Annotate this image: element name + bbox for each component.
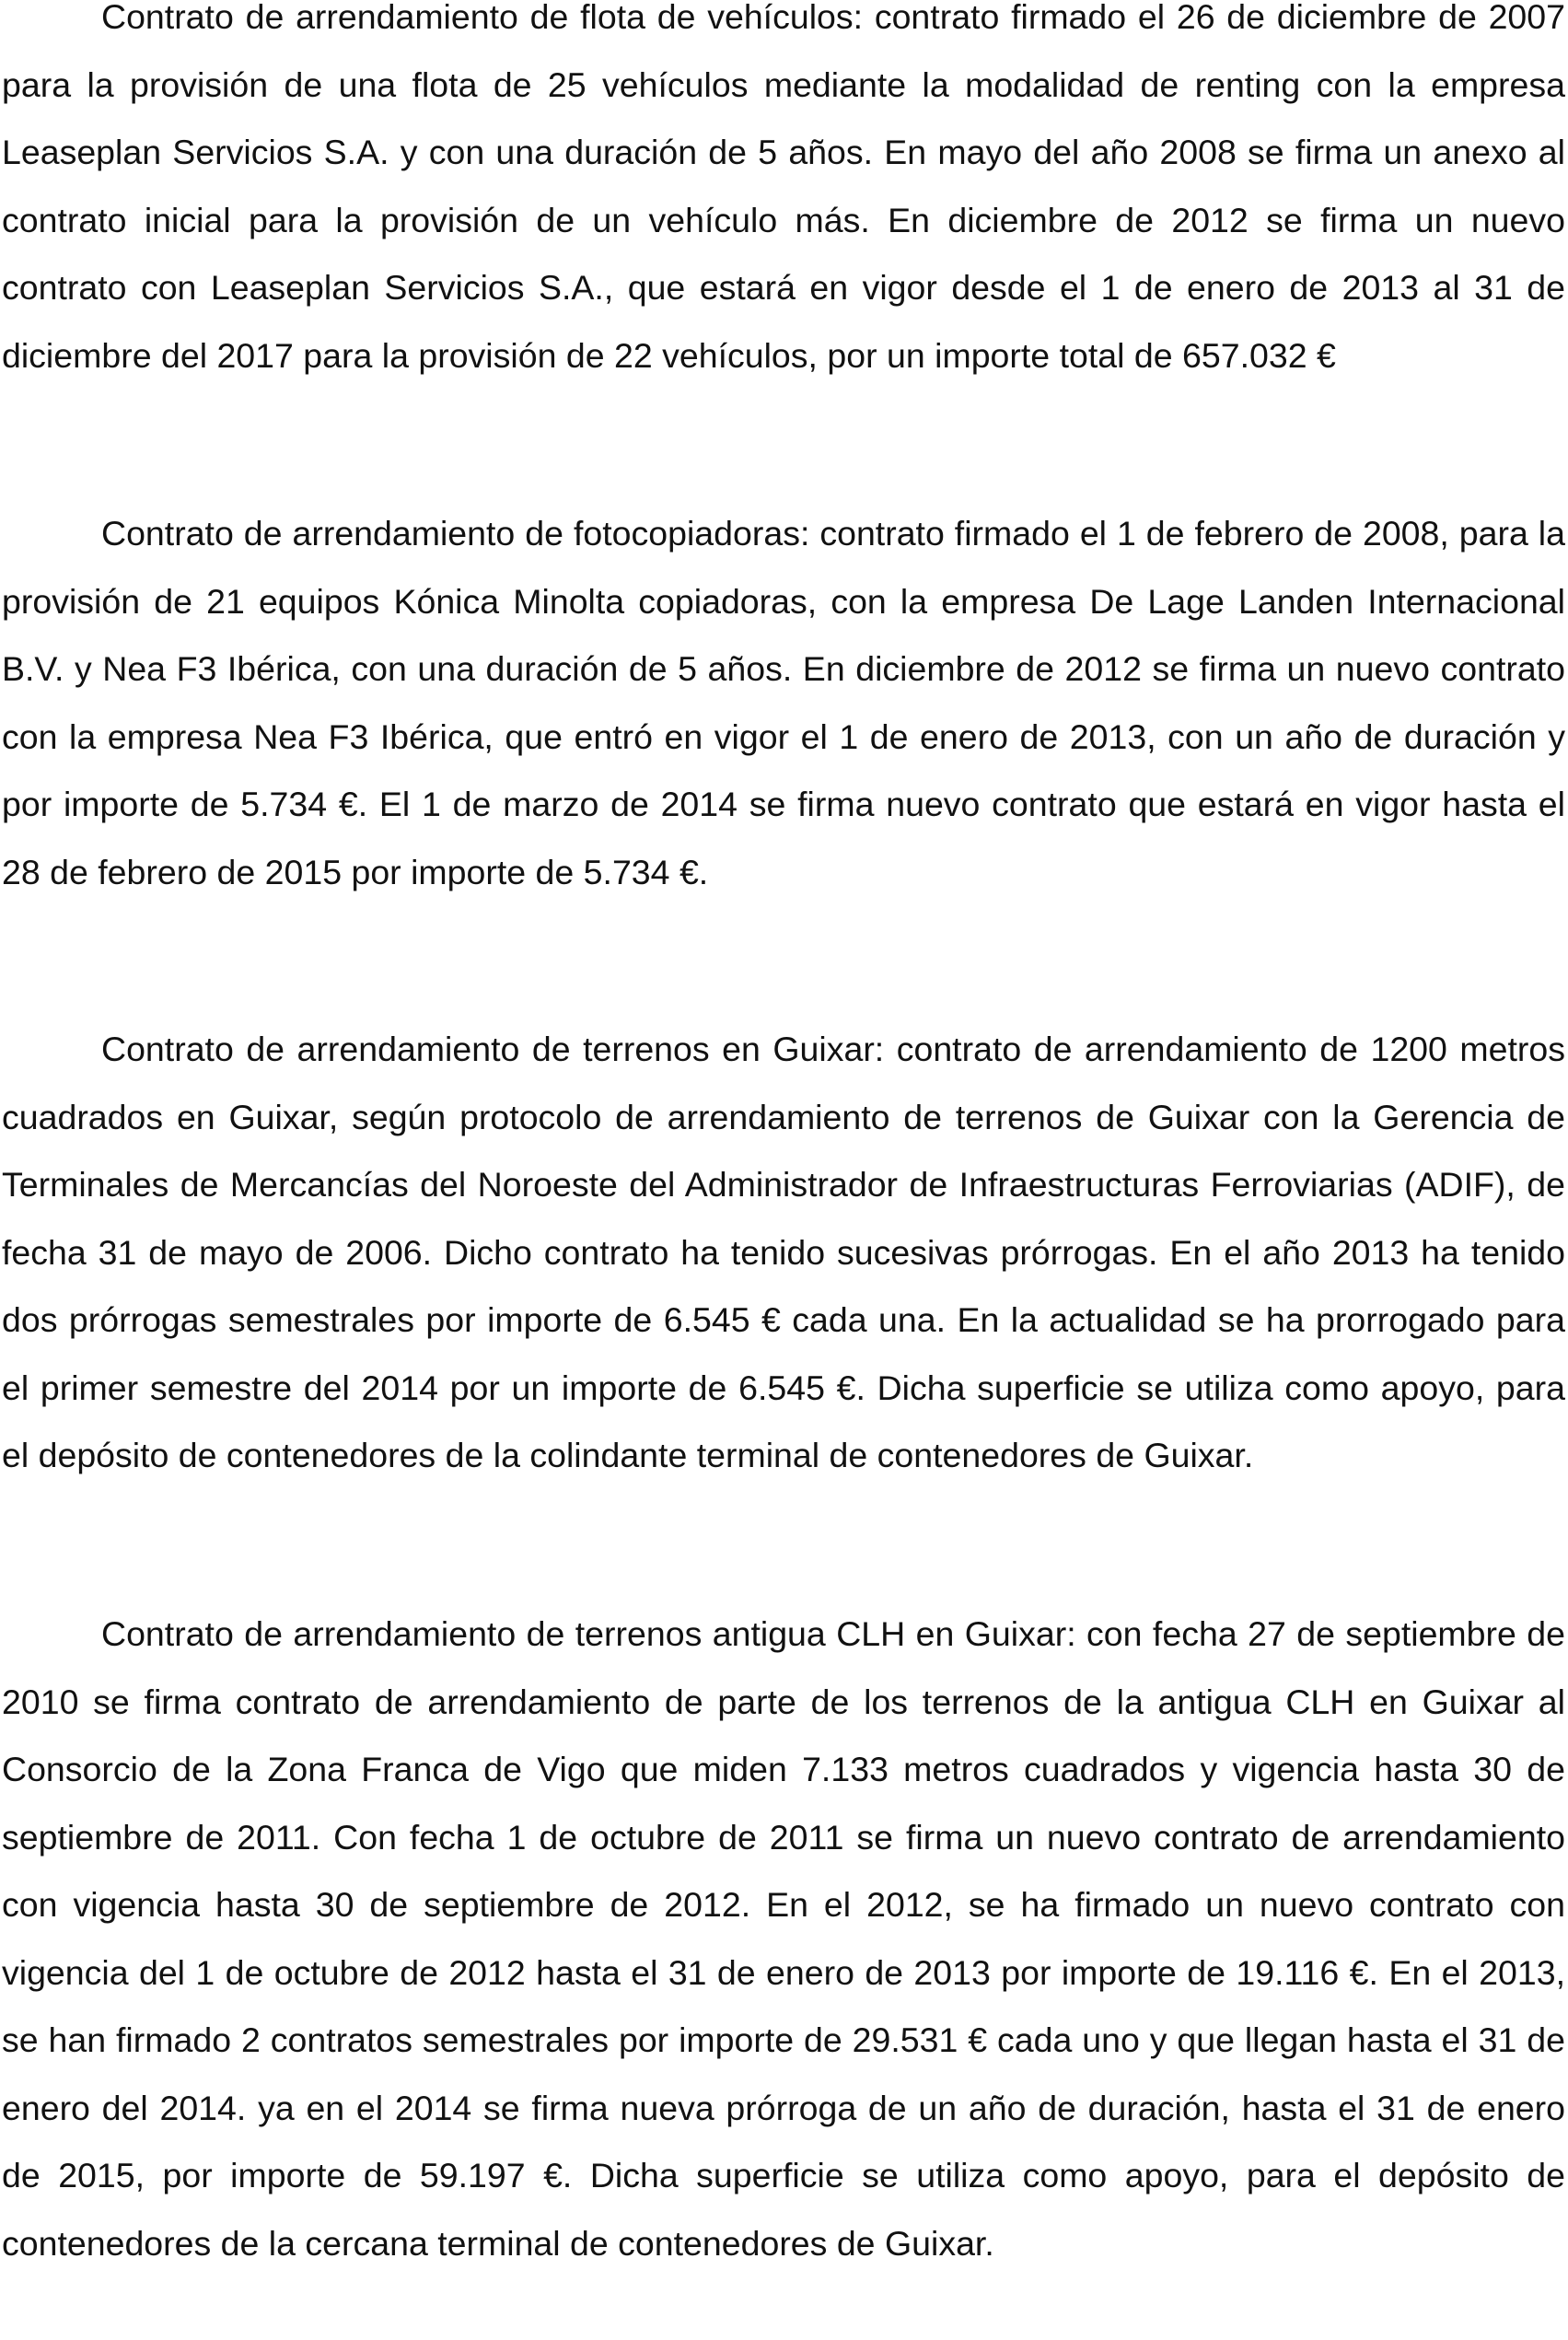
paragraph-clh-guixar-land-lease: Contrato de arrendamiento de terrenos antigua CLH en Guixar: con fecha 27 de septiembre de 2010 se firma contrato de arrendamiento de parte de los terrenos de la antigua CLH en Guixar al Consorcio de la Zona Franca de Vigo que miden 7.133 metros cuadrados y vigencia hasta 30 de septiembre de 2011. Con fecha 1 de octubre de 2011 se firma un nuevo contrato de arrendamiento con vigencia hasta 30 de septiembre de 2012. En el 2012, se ha firmado un nuevo contrato con vigencia del 1 de octubre de 2012 hasta el 31 de enero de 2013 por importe de 19.116 €. En el 2013, se han firmado 2 contratos semestrales por importe de 29.531 € cada uno y que llegan hasta el 31 de enero del 2014. ya en el 2014 se firma nueva prórroga de un año de duración, hasta el 31 de enero de 2015, por importe de 59.197 €. Dicha superficie se utiliza como apoyo, para el depósito de contenedores de la cercana terminal de contenedores de Guixar. [2,1614,1565,2263]
paragraph-vehicle-fleet-lease: Contrato de arrendamiento de flota de vehículos: contrato firmado el 26 de diciembre de 2007 para la provisión de una flota de 25 vehículos mediante la modalidad de renting con la empresa Leaseplan Servicios S.A. y con una duración de 5 años. En mayo del año 2008 se firma un anexo al contrato inicial para la provisión de un vehículo más. En diciembre de 2012 se firma un nuevo contrato con Leaseplan Servicios S.A., que estará en vigor desde el 1 de enero de 2013 al 31 de diciembre del 2017 para la provisión de 22 vehículos, por un importe total de 657.032 € [2,0,1565,375]
paragraph-photocopier-lease: Contrato de arrendamiento de fotocopiadoras: contrato firmado el 1 de febrero de 2008, para la provisión de 21 equipos Kónica Minolta copiadoras, con la empresa De Lage Landen Internacional B.V. y Nea F3 Ibérica, con una duración de 5 años. En diciembre de 2012 se firma un nuevo contrato con la empresa Nea F3 Ibérica, que entró en vigor el 1 de enero de 2013, con un año de duración y por importe de 5.734 €. El 1 de marzo de 2014 se firma nuevo contrato que estará en vigor hasta el 28 de febrero de 2015 por importe de 5.734 €. [2,514,1565,891]
paragraph-guixar-land-lease: Contrato de arrendamiento de terrenos en Guixar: contrato de arrendamiento de 1200 metros cuadrados en Guixar, según protocolo de arrendamiento de terrenos de Guixar con la Gerencia de Terminales de Mercancías del Noroeste del Administrador de Infraestructuras Ferroviarias (ADIF), de fecha 31 de mayo de 2006. Dicho contrato ha tenido sucesivas prórrogas. En el año 2013 ha tenido dos prórrogas semestrales por importe de 6.545 € cada una. En la actualidad se ha prorrogado para el primer semestre del 2014 por un importe de 6.545 €. Dicha superficie se utiliza como apoyo, para el depósito de contenedores de la colindante terminal de contenedores de Guixar. [2,1030,1565,1474]
